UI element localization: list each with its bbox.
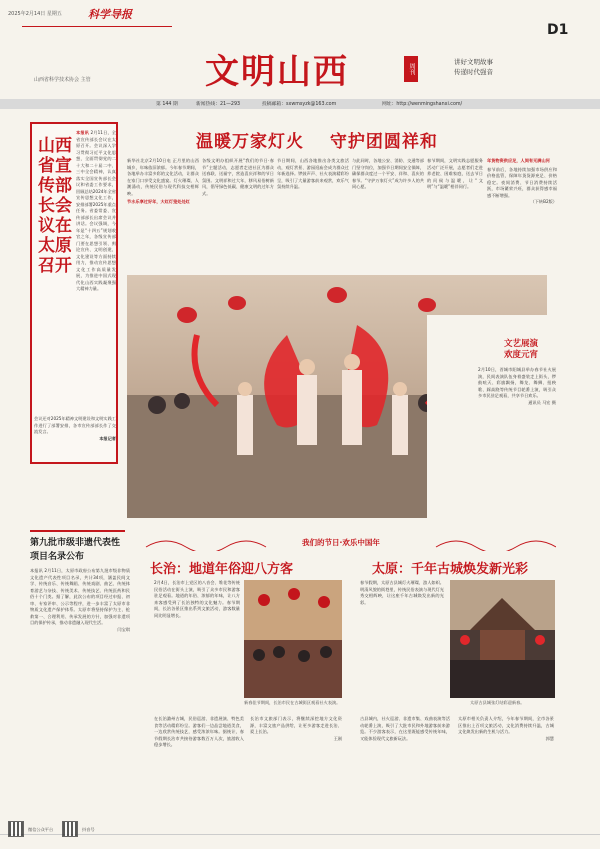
masthead-rule [22,26,172,27]
sub-body-text: 本报讯 2月11日，太原市政府公布第九批市级非物质文化遗产代表性项目名录，共计34项，涵盖民间文学、传统音乐、传统舞蹈、传统戏剧、曲艺、传统体育游艺与杂技、传统美术、传统技艺、传统医药和民俗十个门类。据了解，此次公布的项目经过申报、初审、专家评审、公示等程序，进一步丰富了太原市非物质文化遗产保护体系。太原市将坚持保护为主、抢救第一、合理利用、传承发展的方针，加强对非遗项目的保护传承，推动非遗融入现代生活。 [30,568,130,625]
main-continued: （下转B2版） [530,199,557,204]
info-bar [0,99,600,109]
inset-credit: 通讯员 马宏 摄 [528,399,556,405]
taiyuan-photo-illustration [450,580,555,698]
sub-article-headline: 第九批市级非遗代表性项目名录公布 [30,538,121,562]
wechat-qr-icon[interactable] [8,821,24,837]
main-subhead-2: 年货物资供应足，人间有无满山河 [487,158,550,163]
taiyuan-caption: 太原古县城张灯结彩迎新春。 [470,700,525,705]
main-column-2: 各级文明办组织开展“我们的节日·春节”主题活动，志愿者走进社区为群众送春联、送福字，营造喜庆祥和的节日氛围。文明祥和过大年，移风易俗树新风，倡导绿色低碳、健康文明的过年方式。 [202,158,274,196]
lead-article-bottom [34,416,116,442]
taiyuan-body-1: 春节假期，太原古县城灯火璀璨、游人如织。明清风貌的街巷里，传统民俗表演与现代灯光秀交相辉映，让这座千年古城焕发出新的光彩。 [360,580,444,605]
changzhi-caption: 新春佳节期间，长治市民在古城街区观看社火表演。 [244,700,341,705]
changzhi-body-1: 2月4日，长治市上党区的八音会、堆花等传统民俗活动在街头上演，吸引了众多市民和游客驻足观看。地道的年俗、浓郁的年味，让八方来客感受到了长治独特的文化魅力。春节期间，长治各景区推出系列文旅活动，游客数量同比明显增长。 [154,580,240,618]
wechat-label: 微信公众平台 [28,827,54,832]
main-column-5: 春节期间，文明实践志愿服务活动广泛开展，志愿者们走进养老院、困难家庭，送去节日的问候与温暖，让“文明”与“温暖”相伴同行。 [427,158,483,189]
inset-headline: 文艺展演 欢度元宵 [503,339,538,360]
lead-body-text: 2月11日，全省宣传部长会议在太原召开。会议深入学习贯彻习近平文化思想，全面贯彻党的二十大和二十届二中、三中全会精神，认真落实全国宣传部长会议和省委工作要求，回顾总结2024年全省宣传思想文化工作，安排部署2025年重点任务。省委常委、宣传部部长出席会议并讲话。会议强调，今年是“十四五”规划收官之年，各级宣传部门要在思想引领、舆论宣传、文明创建、文化建设等方面持续用力，推动宣传思想文化工作高质量发展，为推进中国式现代化山西实践凝聚强大精神力量。 [76,130,116,291]
changzhi-photo-illustration [244,580,342,698]
issue-number: 第 144 期 [156,102,178,107]
taiyuan-body-3-text: 太原市相关负责人介绍，今年春节期间，全市各景区推出上百项文旅活动，文化消费持续升温，古城文化焕发出新的生机与活力。 [458,716,554,734]
festival-decoration-strip [136,535,556,551]
lead-article-box [30,122,118,464]
page-number: D1 [547,22,569,38]
main-headline-right: 守护团圆祥和 [329,132,438,152]
submission-email[interactable]: 投稿邮箱：sxwmsyzk@163.com [262,102,337,107]
news-hotline: 新闻热线：21—293 [196,102,241,107]
slogan-line-2: 传递时代强音 [454,68,493,76]
paper-logo: 科学导报 [88,8,132,21]
festival-section-label: 我们的节日·欢乐中国年 [302,538,380,547]
issue-date: 2025年2月14日 星期五 [8,11,62,17]
lead-article-body [76,130,116,293]
lead-article-headline: 山西省宣传部长会议在太原召开 [38,136,72,276]
section-title: 文明山西 [205,52,349,92]
changzhi-body-3 [250,716,342,742]
lead-bottom-text: 会议还对2025年精神文明建设和文明实践工作进行了部署安排，各市宣传部部长作了交流发言。 [34,416,116,434]
changzhi-photo [244,580,342,698]
website-url[interactable]: 网址：http://wenmingshanxi.com/ [382,102,463,107]
main-col1-text: 新华社北京2月10日电 正月里的山西城乡，年味依旧浓郁。今年春节期间，各地举办丰富多彩的文化活动，让群众在家门口享受文化盛宴。灯火璀璨、人潮涌动，传统民俗与现代科技交相辉映。 [127,158,199,196]
changzhi-body-2: 在长治潞州古城，民俗巡游、非遗展演、特色美食等活动精彩纷呈。游客们一边品尝地道美食，一边欣赏传统技艺，感受浓浓年味。据统计，春节假期长治市共接待游客数百万人次，旅游收入稳步增长。 [154,716,244,747]
main-column-4: 与此同时，各地公安、消防、交通等部门坚守岗位，加强节日期间安全保障，确保群众度过一个平安、祥和、喜庆的春节。“守护万家灯火”成为许多人的共同心愿。 [352,158,424,189]
taiyuan-credit: 郭慧 [545,735,554,741]
main-subhead-1: 节水乐享过好年，大红灯笼处处红 [127,199,190,204]
main-column-6 [487,158,557,206]
changzhi-credit: 王刚 [333,735,342,741]
main-column-3: 节日期间，山西各地推出各类文旅活动，观灯赏景、游园逛庙会成为群众过年新选择。锣鼓声声、社火表演精彩纷呈，吸引了大量游客前来观赏，欢乐气氛持续升温。 [277,158,349,189]
slogan-line-1: 讲好文明故事 [454,58,493,66]
lead-credit: 本报记者 [99,435,116,441]
taiyuan-body-2: 古县城内，社火巡游、非遗市集、戏曲表演等活动轮番上演，吸引了大批市民和外地游客前来游览。不少游客表示，在这里既能感受传统年味，又能体验现代文旅新玩法。 [360,716,450,741]
taiyuan-headline: 太原：千年古城焕发新光彩 [372,562,529,577]
douyin-qr-icon[interactable] [62,821,78,837]
inset-caption [478,367,556,406]
slogan [454,57,493,77]
sub-credit: 闫宝琪 [117,626,130,632]
main-col6-text: 春节前后，各地持续加强市场供应和价格监管，保障年货货源充足、价格稳定。夜间消费、节日消费持续活跃，市场繁荣兴旺，群众获得感幸福感不断增强。 [487,166,557,198]
taiyuan-photo [450,580,555,698]
changzhi-headline: 长治：地道年俗迎八方客 [150,562,294,577]
taiyuan-body-3 [458,716,554,742]
main-headline-left: 温暖万家灯火 [196,132,304,152]
weekly-badge: 周刊 [404,56,418,82]
lead-byline: 本报讯 [76,130,90,135]
sub-rule [30,530,125,532]
page-footer [0,827,600,849]
organizer: 山西省科学技术协会 主管 [34,77,91,83]
main-headline [196,127,438,152]
changzhi-body-3-text: 长治市文旅部门表示，将继续深挖地方文化资源，丰富文旅产品供给，让更多游客走进长治、爱上长治。 [250,716,342,734]
douyin-label: 抖音号 [82,827,95,832]
main-column-1 [127,158,199,206]
inset-caption-text: 2月10日，晋城市阳城县举办春节社火展演，民间表演队伍身着盛装走上街头，锣鼓喧天、彩旗飘扬，舞龙、舞狮、扭秧歌、踩高跷等传统节目轮番上演，吸引众多市民驻足观看，共享节日欢乐。 [478,367,556,398]
sub-article-body [30,568,130,633]
